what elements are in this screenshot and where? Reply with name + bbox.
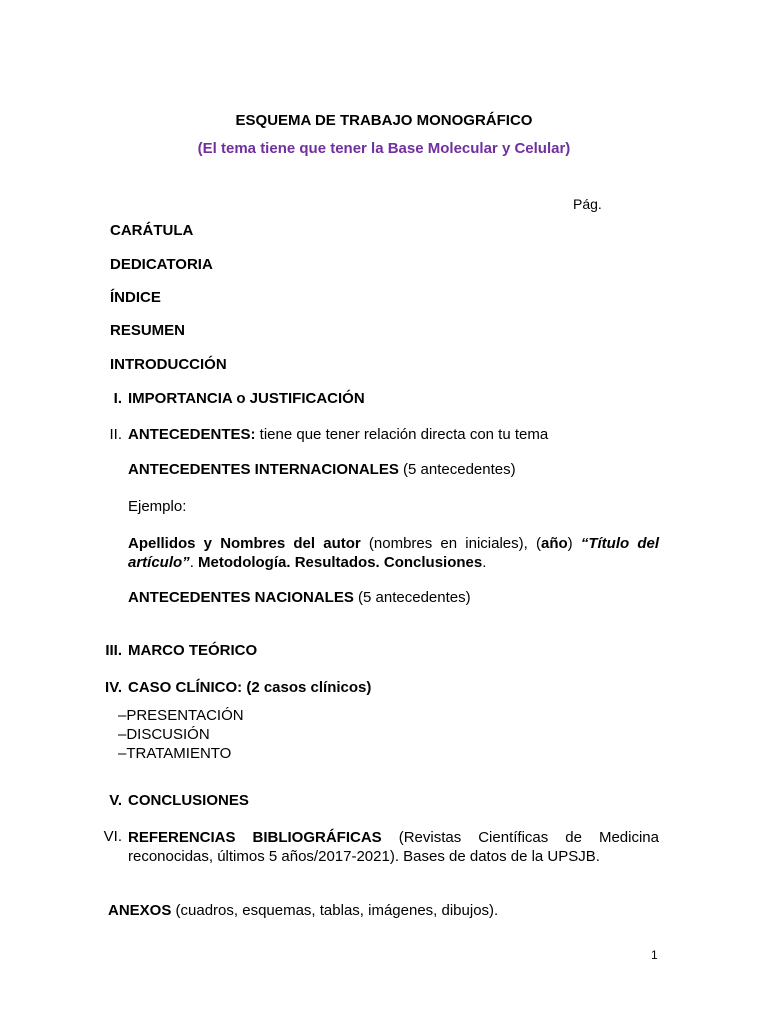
page-column-header: Pág.	[573, 196, 602, 212]
front-matter-introduccion: INTRODUCCIÓN	[110, 356, 227, 373]
caso-item-discusion: –DISCUSIÓN	[118, 726, 210, 743]
section-number-3: III.	[105, 642, 122, 659]
citation-title: “Título del artículo”	[128, 535, 659, 571]
example-label: Ejemplo:	[128, 498, 187, 515]
citation-author: Apellidos y Nombres del autor	[128, 535, 361, 552]
front-matter-dedicatoria: DEDICATORIA	[110, 256, 213, 273]
document-subtitle: (El tema tiene que tener la Base Molecular y Celular)	[197, 140, 571, 157]
section-number-6: VI.	[103, 828, 122, 845]
front-matter-indice: ÍNDICE	[110, 289, 161, 306]
page-number: 1	[651, 948, 658, 962]
citation-paren: )	[567, 535, 581, 552]
section-antecedentes	[128, 426, 548, 443]
citation-end: .	[482, 554, 487, 571]
document-title: ESQUEMA DE TRABAJO MONOGRÁFICO	[235, 112, 533, 129]
section-number-1: I.	[113, 390, 122, 407]
section-title-referencias: REFERENCIAS BIBLIOGRÁFICAS	[128, 829, 382, 846]
section-referencias	[128, 828, 659, 866]
section-note-referencias: (Revistas Científicas de Medicina reconocidas, últimos 5 años/2017-2021). Bases de datos de la UPSJB.	[128, 829, 659, 865]
section-title-anexos: ANEXOS	[108, 902, 172, 919]
section-note-antecedentes: tiene que tener relación directa con tu tema	[255, 426, 549, 443]
section-title-conclusiones: CONCLUSIONES	[128, 792, 249, 809]
antecedentes-nacionales-title: ANTECEDENTES NACIONALES	[128, 589, 354, 606]
citation-year: año	[540, 535, 568, 552]
example-citation	[128, 534, 659, 572]
section-note-anexos: (cuadros, esquemas, tablas, imágenes, dibujos).	[171, 902, 499, 919]
citation-sections: Metodología. Resultados. Conclusiones	[198, 554, 483, 571]
caso-item-tratamiento: –TRATAMIENTO	[118, 745, 232, 762]
section-number-4: IV.	[105, 679, 122, 696]
section-anexos	[108, 902, 498, 919]
antecedentes-internacionales	[128, 461, 516, 478]
section-title-caso-clinico: CASO CLÍNICO: (2 casos clínicos)	[128, 679, 372, 696]
antecedentes-nacionales	[128, 589, 471, 606]
caso-item-presentacion: –PRESENTACIÓN	[118, 707, 244, 724]
front-matter-caratula: CARÁTULA	[110, 222, 194, 239]
antecedentes-internacionales-title: ANTECEDENTES INTERNACIONALES	[128, 461, 399, 478]
front-matter-resumen: RESUMEN	[110, 322, 186, 339]
section-title-importancia: IMPORTANCIA o JUSTIFICACIÓN	[128, 390, 365, 407]
section-title-marco-teorico: MARCO TEÓRICO	[128, 642, 258, 659]
section-title-antecedentes: ANTECEDENTES:	[128, 426, 256, 443]
citation-dot: .	[189, 554, 199, 571]
antecedentes-nacionales-note: (5 antecedentes)	[353, 589, 471, 606]
section-number-5: V.	[109, 792, 122, 809]
section-number-2: II.	[109, 426, 122, 443]
citation-author-note: (nombres en iniciales), (	[360, 535, 541, 552]
antecedentes-internacionales-note: (5 antecedentes)	[398, 461, 516, 478]
